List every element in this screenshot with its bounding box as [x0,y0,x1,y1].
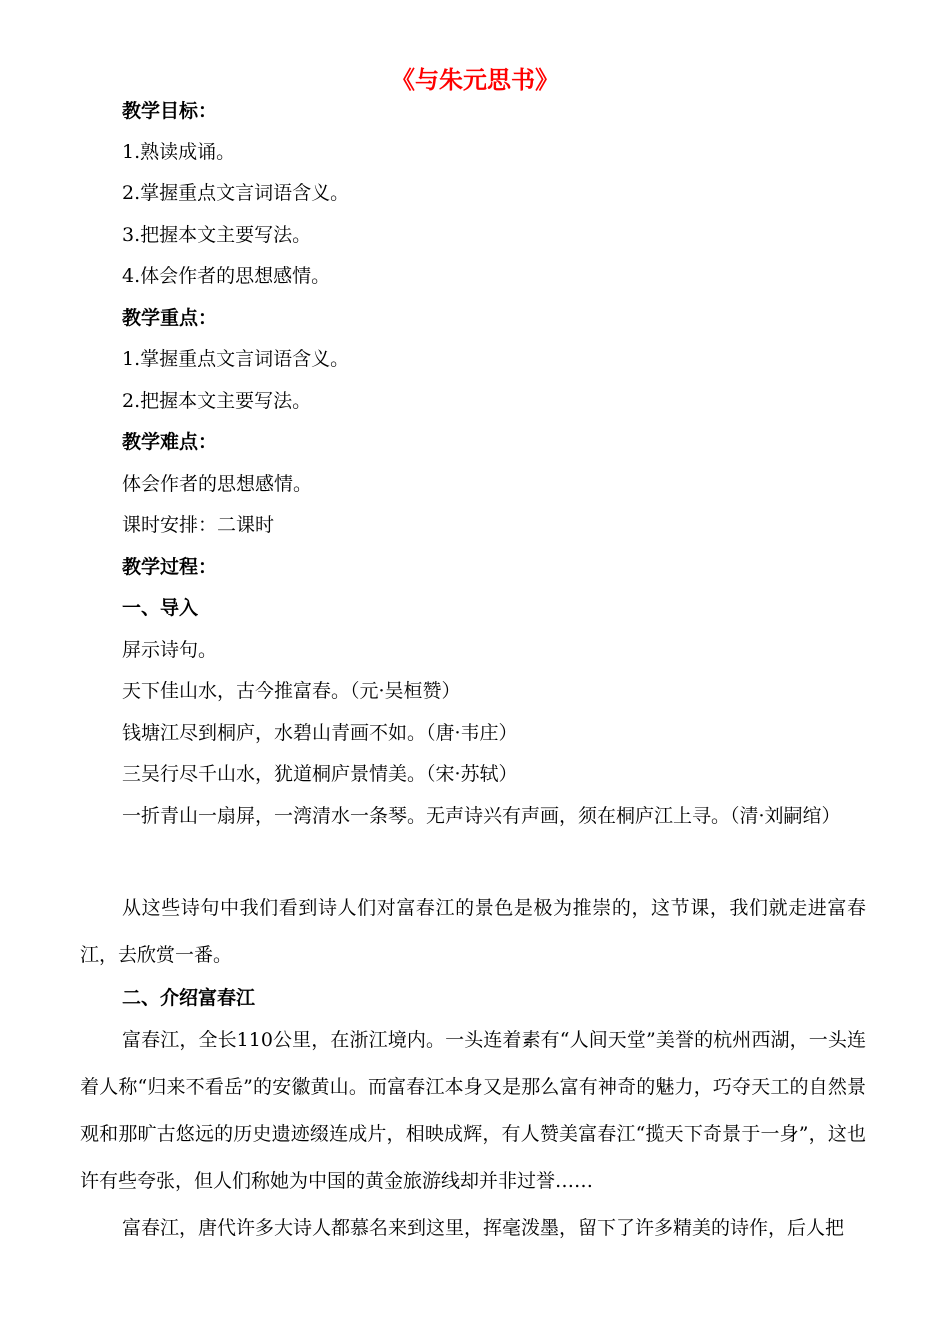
poem-line: 一折青山一扇屏，一湾清水一条琴。无声诗兴有声画，须在桐庐江上寻。（清·刘嗣绾） [122,805,841,827]
section-heading: 一、导入 [122,597,199,619]
key-point-item: 1.掌握重点文言词语含义。 [122,348,350,370]
objectives-heading: 教学目标： [122,100,218,122]
document-title: 《与朱元思书》 [391,66,559,94]
poem-line: 钱塘江尽到桐庐，水碧山青画不如。（唐·韦庄） [122,722,518,744]
objective-item: 4.体会作者的思想感情。 [122,265,331,287]
key-point-item: 2.把握本文主要写法。 [122,390,312,412]
section-heading: 二、介绍富春江 [122,987,256,1009]
poem-line: 三吴行尽千山水，犹道桐庐景情美。（宋·苏轼） [122,763,518,785]
objective-item: 3.把握本文主要写法。 [122,224,312,246]
process-heading: 教学过程： [122,556,218,578]
objective-item: 1.熟读成诵。 [122,141,236,163]
objective-item: 2.掌握重点文言词语含义。 [122,182,350,204]
key-points-heading: 教学重点： [122,307,218,329]
schedule-text: 课时安排：二课时 [122,514,275,536]
body-paragraph: 富春江，全长110公里，在浙江境内。一头连着素有“人间天堂”美誉的杭州西湖，一头连着人称“归来不看岳”的安徽黄山。而富春江本身又是那么富有神奇的魅力，巧夺天工的自然景观和那旷古悠远的历史遗迹缀连成片，相映成辉，有人赞美富春江“揽天下奇景于一身”，这也许有些夸张，但人们称她为中国的黄金旅游线却并非过誉…… [80,1029,866,1192]
difficulties-heading: 教学难点： [122,431,218,453]
poem-line: 天下佳山水，古今推富春。（元·吴桓赞） [122,680,461,702]
body-paragraph: 从这些诗句中我们看到诗人们对富春江的景色是极为推崇的，这节课，我们就走进富春江，去欣赏一番。 [80,897,866,966]
body-paragraph: 富春江，唐代许多大诗人都慕名来到这里，挥毫泼墨，留下了许多精美的诗作，后人把 [122,1217,845,1239]
section-intro: 屏示诗句。 [122,639,218,661]
difficulties-text: 体会作者的思想感情。 [122,473,313,495]
